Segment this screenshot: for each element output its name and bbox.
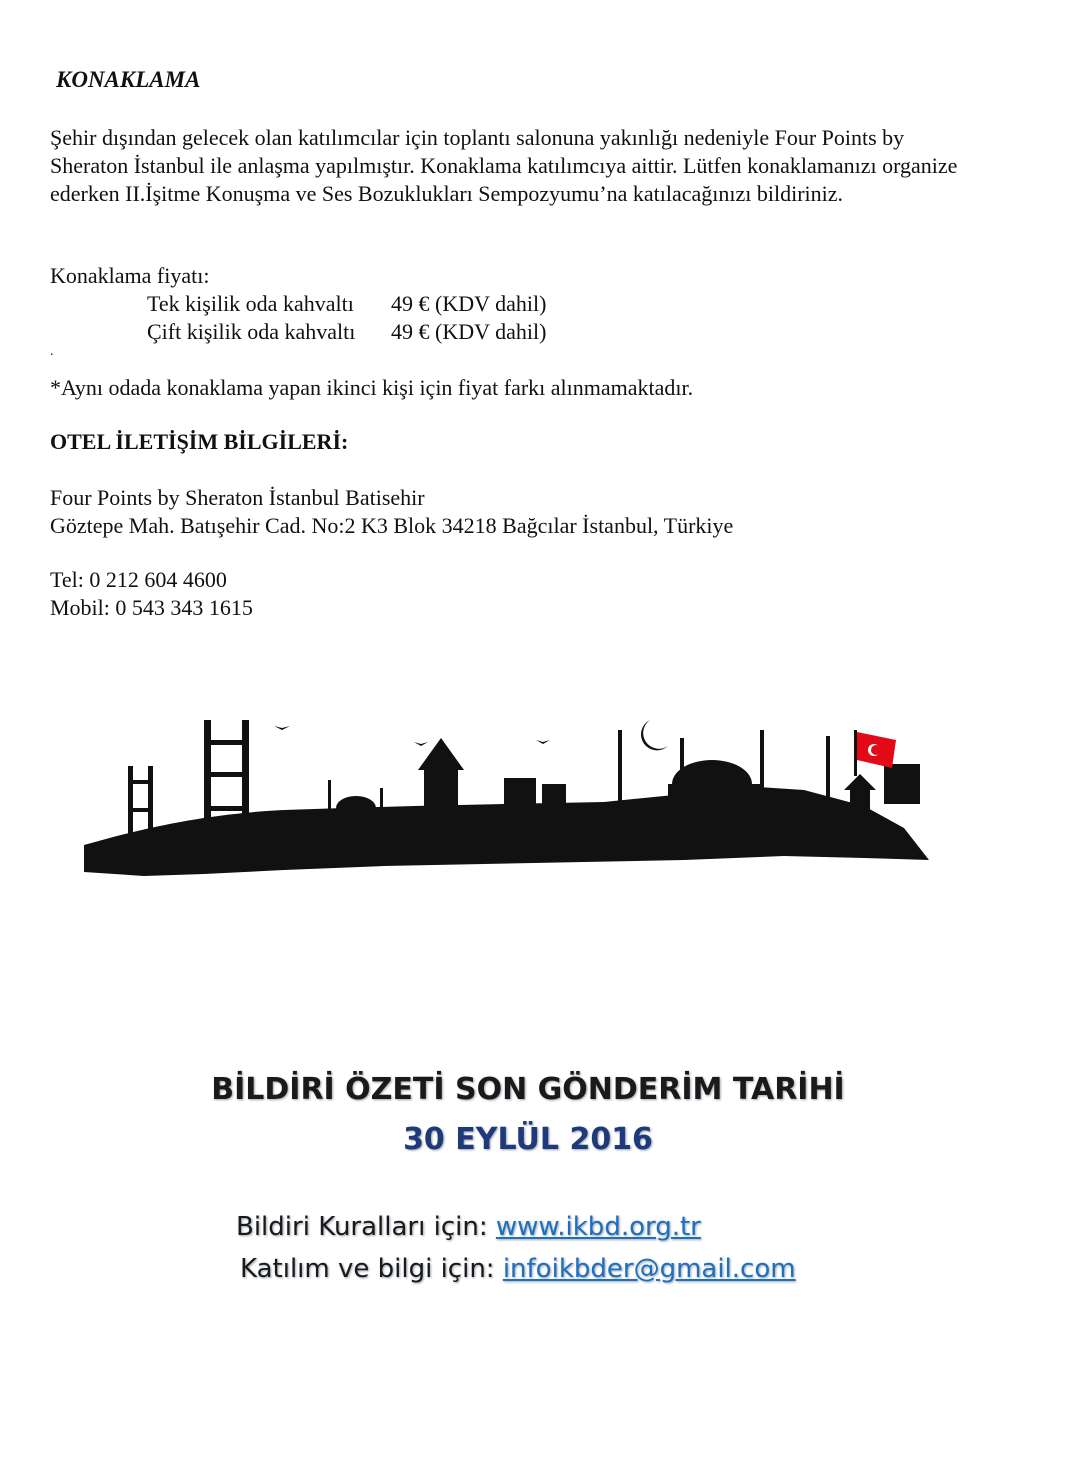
price-row <box>147 290 546 318</box>
hotel-contact-heading: OTEL İLETİŞİM BİLGİLERİ: <box>50 429 349 454</box>
hotel-name: Four Points by Sheraton İstanbul Batisehir <box>50 485 425 510</box>
section-title: KONAKLAMA <box>56 67 201 92</box>
room-price: 49 € (KDV dahil) <box>391 291 547 316</box>
stray-dot: . <box>50 344 54 359</box>
price-row <box>147 318 546 346</box>
price-label: Konaklama fiyatı: <box>50 263 210 288</box>
join-label: Katılım ve bilgi için: <box>240 1254 495 1284</box>
rules-link[interactable]: www.ikbd.org.tr <box>495 1212 701 1242</box>
room-price: 49 € (KDV dahil) <box>391 319 547 344</box>
join-email-link[interactable]: infoikbder@gmail.com <box>502 1254 796 1284</box>
istanbul-skyline-icon <box>84 710 944 890</box>
hotel-mobile: Mobil: 0 543 343 1615 <box>50 595 253 620</box>
deadline-title: BİLDİRİ ÖZETİ SON GÖNDERİM TARİHİ <box>211 1072 845 1107</box>
intro-paragraph <box>50 124 1050 208</box>
price-note: *Aynı odada konaklama yapan ikinci kişi için fiyat farkı alınmamaktadır. <box>50 375 694 400</box>
rules-label: Bildiri Kuralları için: <box>236 1212 488 1242</box>
room-type: Tek kişilik oda kahvaltı <box>147 291 354 316</box>
join-line <box>240 1254 796 1284</box>
hotel-phone: Tel: 0 212 604 4600 <box>50 567 227 592</box>
intro-line: Şehir dışından gelecek olan katılımcılar için toplantı salonuna yakınlığı nedeniyle Four Points by <box>50 125 905 150</box>
intro-line: ederken II.İşitme Konuşma ve Ses Bozuklukları Sempozyumu’na katılacağınızı bildiriniz. <box>50 181 844 206</box>
rules-line <box>236 1212 701 1242</box>
intro-line: Sheraton İstanbul ile anlaşma yapılmıştır. Konaklama katılımcıya aittir. Lütfen konaklamanızı organize <box>50 153 958 178</box>
hotel-address: Göztepe Mah. Batışehir Cad. No:2 K3 Blok 34218 Bağcılar İstanbul, Türkiye <box>50 513 734 538</box>
deadline-date: 30 EYLÜL 2016 <box>403 1122 653 1157</box>
room-type: Çift kişilik oda kahvaltı <box>147 319 356 344</box>
